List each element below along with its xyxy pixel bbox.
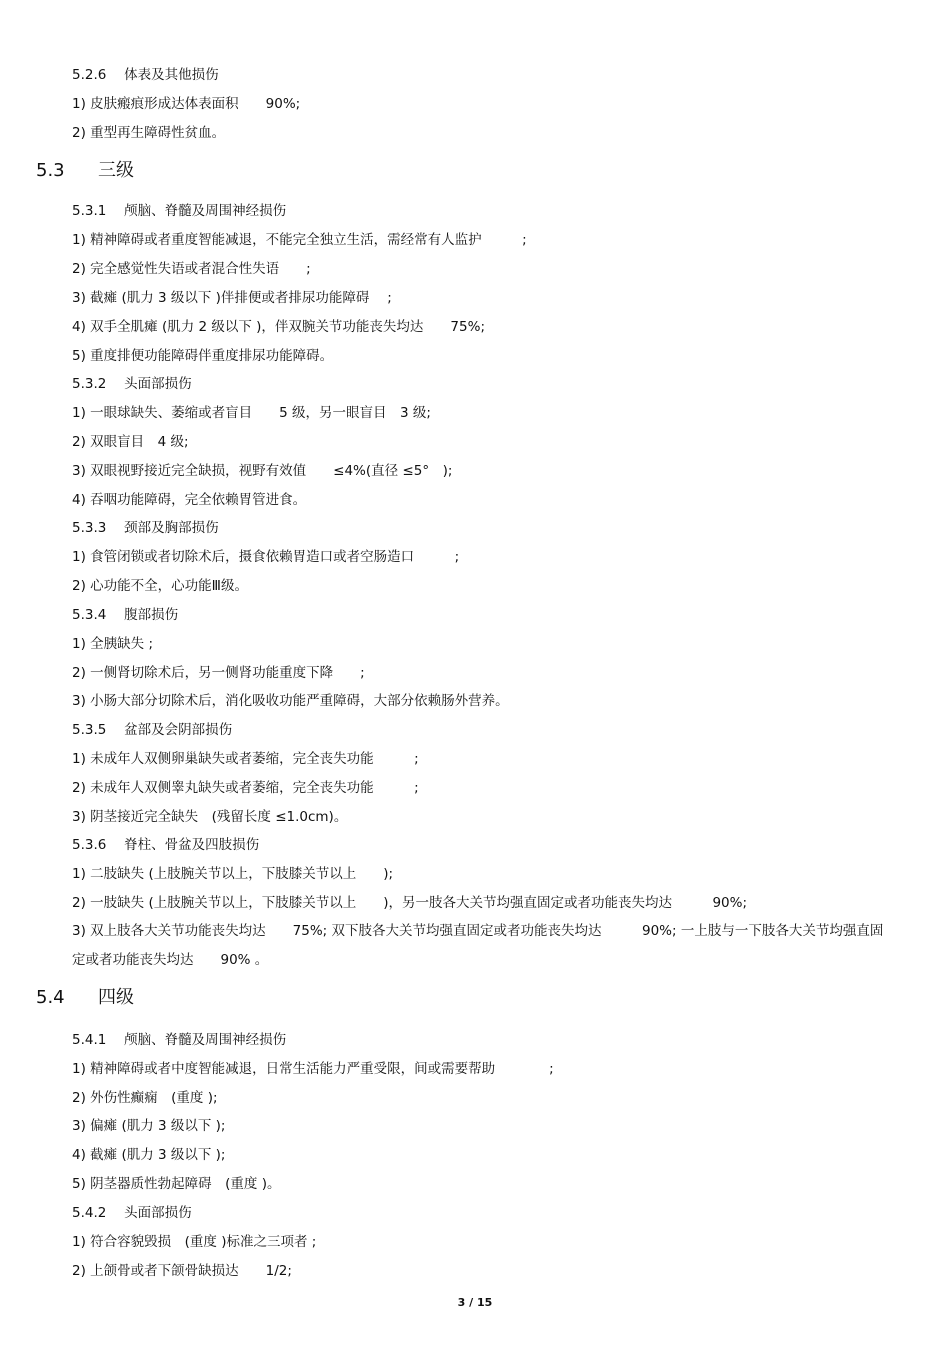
- list-item: 3) 小肠大部分切除术后，消化吸收功能严重障碍，大部分依赖肠外营养。: [72, 693, 509, 709]
- list-item: 1) 一眼球缺失、萎缩或者盲目 5 级，另一眼盲目 3 级;: [72, 405, 431, 421]
- subsection-title: 5.3.6 脊柱、骨盆及四肢损伤: [72, 837, 260, 853]
- list-item: 3) 截瘫 (肌力 3 级以下 )伴排便或者排尿功能障碍 ;: [72, 290, 392, 306]
- list-item: 1) 符合容貌毁损 (重度 )标准之三项者 ;: [72, 1234, 317, 1250]
- section-heading: [36, 986, 134, 1010]
- subsection-title: 5.2.6 体表及其他损伤: [72, 67, 219, 83]
- list-item-multiline: [36, 917, 890, 975]
- list-item: 1) 皮肤瘢痕形成达体表面积 90%;: [72, 96, 301, 112]
- list-item: 2) 重型再生障碍性贫血。: [72, 125, 226, 141]
- subsection-title: 5.3.5 盆部及会阴部损伤: [72, 722, 233, 738]
- subsection-title: 5.3.4 腹部损伤: [72, 607, 179, 623]
- list-item: 4) 双手全肌瘫 (肌力 2 级以下 )，伴双腕关节功能丧失均达 75%;: [72, 319, 485, 335]
- list-item: 1) 二肢缺失 (上肢腕关节以上，下肢膝关节以上 );: [72, 866, 394, 882]
- list-item: 3) 阴茎接近完全缺失 (残留长度 ≤1.0cm)。: [72, 809, 348, 825]
- list-item: 2) 双眼盲目 4 级;: [72, 434, 189, 450]
- list-item-text: 3) 双上肢各大关节功能丧失均达 75%; 双下肢各大关节均强直固定或者功能丧失均达 90%; 一上肢与一下肢各大关节均强直固定或者功能丧失均达 90% 。: [72, 923, 884, 968]
- list-item: 1) 全胰缺失 ;: [72, 636, 153, 652]
- list-item: 2) 心功能不全，心功能Ⅲ级。: [72, 578, 248, 594]
- list-item: 2) 未成年人双侧睾丸缺失或者萎缩，完全丧失功能 ;: [72, 780, 419, 796]
- list-item: 3) 双眼视野接近完全缺损，视野有效值 ≤4%(直径 ≤5° );: [72, 463, 453, 479]
- list-item: 3) 偏瘫 (肌力 3 级以下 );: [72, 1118, 226, 1134]
- list-item: 4) 截瘫 (肌力 3 级以下 );: [72, 1147, 226, 1163]
- section-number: 5.4: [36, 987, 65, 1008]
- section-title: 三级: [98, 160, 134, 181]
- list-item: 2) 外伤性癫痫 (重度 );: [72, 1090, 218, 1106]
- list-item: 5) 阴茎器质性勃起障碍 (重度 )。: [72, 1176, 281, 1192]
- list-item: 1) 食管闭锁或者切除术后，摄食依赖胃造口或者空肠造口 ;: [72, 549, 460, 565]
- page-number: 3 / 15: [457, 1296, 493, 1309]
- list-item: 1) 精神障碍或者中度智能减退，日常生活能力严重受限，间或需要帮助 ;: [72, 1061, 554, 1077]
- section-heading: [36, 159, 134, 183]
- subsection-title: 5.4.1 颅脑、脊髓及周围神经损伤: [72, 1032, 287, 1048]
- list-item: 4) 吞咽功能障碍，完全依赖胃管进食。: [72, 492, 307, 508]
- subsection-title: 5.3.3 颈部及胸部损伤: [72, 520, 219, 536]
- list-item: 1) 未成年人双侧卵巢缺失或者萎缩，完全丧失功能 ;: [72, 751, 419, 767]
- list-item: 2) 上颌骨或者下颌骨缺损达 1/2;: [72, 1263, 292, 1279]
- section-number: 5.3: [36, 160, 65, 181]
- list-item: 5) 重度排便功能障碍伴重度排尿功能障碍。: [72, 348, 334, 364]
- subsection-title: 5.3.2 头面部损伤: [72, 376, 192, 392]
- list-item: 2) 完全感觉性失语或者混合性失语 ;: [72, 261, 311, 277]
- list-item: 2) 一侧肾切除术后，另一侧肾功能重度下降 ;: [72, 665, 365, 681]
- subsection-title: 5.3.1 颅脑、脊髓及周围神经损伤: [72, 203, 287, 219]
- section-title: 四级: [98, 987, 134, 1008]
- subsection-title: 5.4.2 头面部损伤: [72, 1205, 192, 1221]
- list-item: 1) 精神障碍或者重度智能减退，不能完全独立生活，需经常有人监护 ;: [72, 232, 527, 248]
- list-item: 2) 一肢缺失 (上肢腕关节以上，下肢膝关节以上 )，另一肢各大关节均强直固定或者功能丧失均达 90%;: [72, 895, 748, 911]
